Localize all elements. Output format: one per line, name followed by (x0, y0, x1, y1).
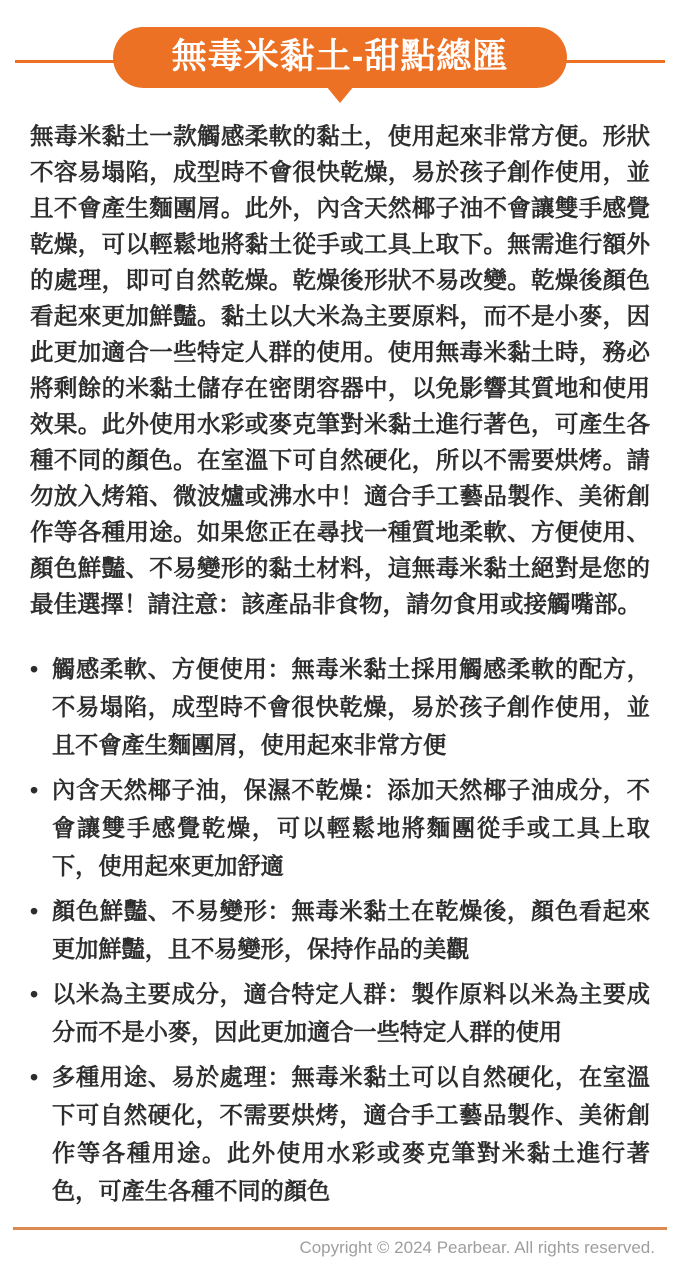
badge-pointer-icon (326, 86, 354, 103)
feature-text: 觸感柔軟、方便使用：無毒米黏土採用觸感柔軟的配方，不易塌陷，成型時不會很快乾燥，易於孩子創作使用，並且不會產生麵團屑，使用起來非常方便 (52, 656, 650, 758)
feature-item (30, 771, 650, 885)
feature-text: 顏色鮮豔、不易變形：無毒米黏土在乾燥後，顏色看起來更加鮮豔，且不易變形，保持作品的美觀 (52, 898, 650, 962)
header (0, 0, 680, 112)
header-line-left (15, 60, 115, 63)
feature-list (30, 650, 650, 1210)
feature-item (30, 975, 650, 1051)
feature-text: 多種用途、易於處理：無毒米黏土可以自然硬化，在室溫下可自然硬化，不需要烘烤，適合手工藝品製作、美術創作等各種用途。此外使用水彩或麥克筆對米黏土進行著色，可產生各種不同的顏色 (52, 1064, 650, 1204)
feature-item (30, 1058, 650, 1210)
intro-paragraph: 無毒米黏土一款觸感柔軟的黏土，使用起來非常方便。形狀不容易塌陷，成型時不會很快乾燥，易於孩子創作使用，並且不會產生麵團屑。此外，內含天然椰子油不會讓雙手感覺乾燥，可以輕鬆地將黏土從手或工具上取下。無需進行額外的處理，即可自然乾燥。乾燥後形狀不易改變。乾燥後顏色看起來更加鮮豔。黏土以大米為主要原料，而不是小麥，因此更加適合一些特定人群的使用。使用無毒米黏土時，務必將剩餘的米黏土儲存在密閉容器中，以免影響其質地和使用效果。此外使用水彩或麥克筆對米黏土進行著色，可產生各種不同的顏色。在室溫下可自然硬化，所以不需要烘烤。請勿放入烤箱、微波爐或沸水中！適合手工藝品製作、美術創作等各種用途。如果您正在尋找一種質地柔軟、方便使用、顏色鮮豔、不易變形的黏土材料，這無毒米黏土絕對是您的最佳選擇！請注意：該產品非食物，請勿食用或接觸嘴部。 (30, 123, 650, 617)
feature-item (30, 650, 650, 764)
title-badge (113, 27, 567, 88)
feature-item (30, 892, 650, 968)
page-title: 無毒米黏土-甜點總匯 (171, 36, 509, 76)
feature-text: 以米為主要成分，適合特定人群：製作原料以米為主要成分而不是小麥，因此更加適合一些特定人群的使用 (52, 981, 650, 1045)
copyright-text: Copyright © 2024 Pearbear. All rights reserved. (299, 1238, 655, 1257)
feature-text: 內含天然椰子油，保濕不乾燥：添加天然椰子油成分，不會讓雙手感覺乾燥，可以輕鬆地將麵團從手或工具上取下，使用起來更加舒適 (52, 777, 650, 879)
footer-divider (13, 1227, 667, 1230)
footer (0, 1227, 680, 1258)
header-line-right (565, 60, 665, 63)
